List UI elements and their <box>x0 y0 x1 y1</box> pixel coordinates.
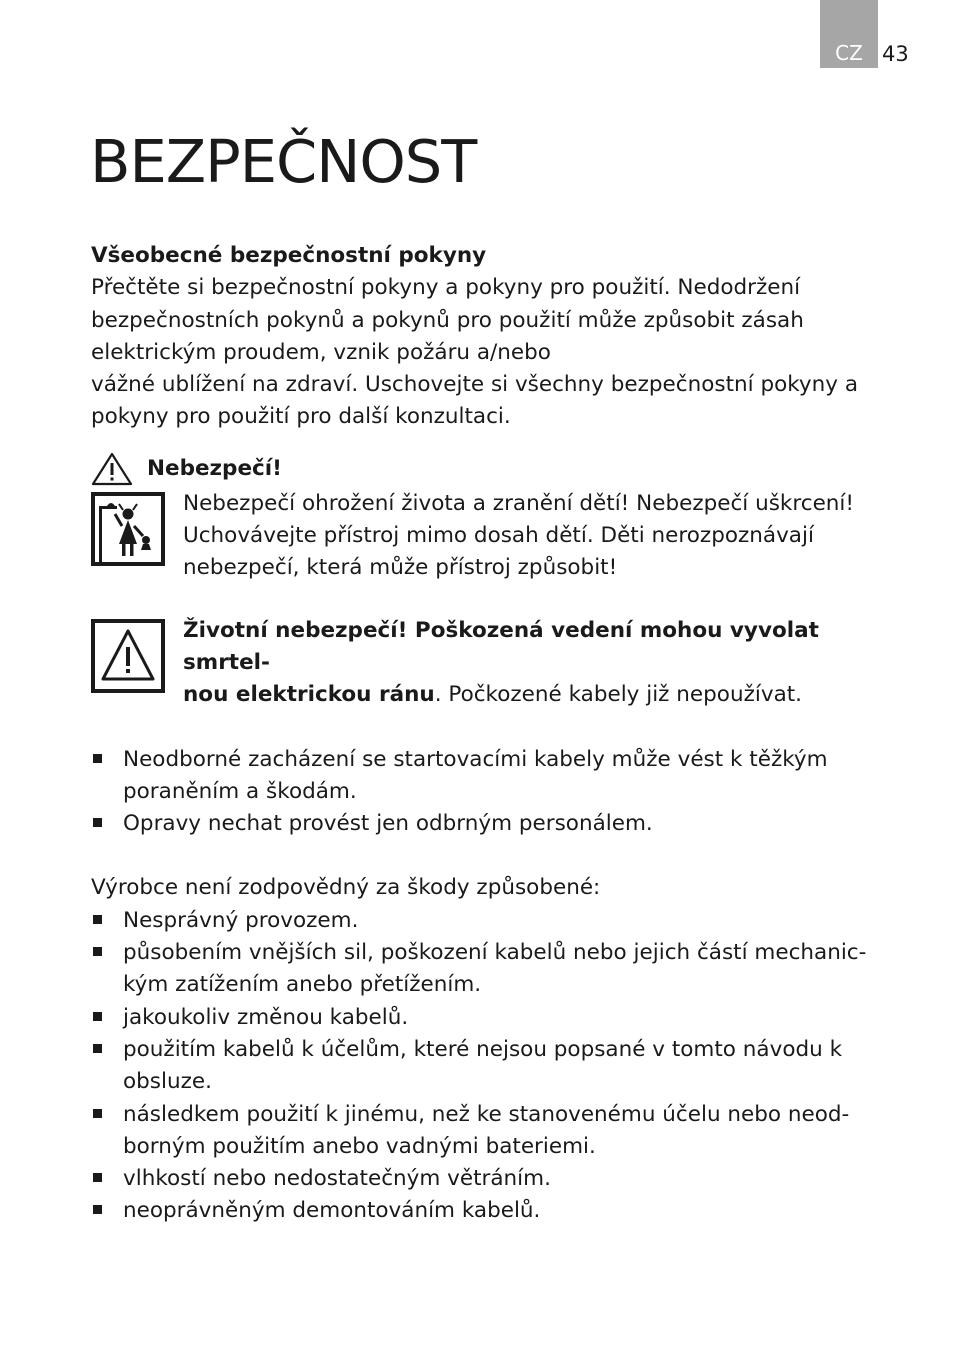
electric-warning <box>91 615 906 712</box>
warning-box-icon <box>91 619 165 693</box>
warning-triangle-icon <box>91 452 133 486</box>
page-content <box>91 240 906 1228</box>
child-danger-icon <box>91 492 165 566</box>
list-item: působením vnějších sil, poškození kabelů nebo jejich částí mechanic- kým zatížením anebo přetížením. <box>91 937 906 1002</box>
language-label: CZ <box>835 41 863 65</box>
safety-bullet-list <box>91 744 906 841</box>
text-line: elektrickým proudem, vznik požáru a/nebo <box>91 339 551 365</box>
electric-warning-text: . Počkozené kabely již nepoužívat. <box>434 682 803 708</box>
list-item: jakoukoliv změnou kabelů. <box>91 1002 906 1034</box>
electric-warning-bold-line: Životní nebezpečí! Poškozená vedení mohou vyvolat smrtel- <box>183 617 819 675</box>
electric-warning-bold-text: nou elektrickou ránu <box>183 682 435 708</box>
text-line: Uchovávejte přístroj mimo dosah dětí. Děti nerozpoznávají <box>183 523 814 549</box>
text-line: vážné ublížení na zdraví. Uschovejte si všechny bezpečnostní pokyny a <box>91 372 859 398</box>
page-number: 43 <box>882 42 909 66</box>
child-warning <box>91 488 906 585</box>
page-title: BEZPEČNOST <box>90 127 477 196</box>
manufacturer-intro: Výrobce není zodpovědný za škody způsobené: <box>91 875 601 901</box>
danger-heading <box>91 452 906 486</box>
list-item: Nesprávný provozem. <box>91 905 906 937</box>
list-item: vlhkostí nebo nedostatečným větráním. <box>91 1163 906 1195</box>
list-item: Neodborné zacházení se startovacími kabely může vést k těžkým poraněním a škodám. <box>91 744 906 809</box>
text-line: Nebezpečí ohrožení života a zranění dětí! Nebezpečí uškrcení! <box>183 490 855 516</box>
text-line: bezpečnostních pokynů a pokynů pro použití může způsobit zásah <box>91 307 804 333</box>
liability-bullet-list <box>91 905 906 1228</box>
general-safety-heading: Všeobecné bezpečnostní pokyny <box>91 243 487 268</box>
list-item: Opravy nechat provést jen odbrným personálem. <box>91 808 906 840</box>
language-tab <box>820 0 878 68</box>
list-item: použitím kabelů k účelům, které nejsou popsané v tomto návodu k obsluze. <box>91 1034 906 1099</box>
list-item: následkem použití k jinému, než ke stanovenému účelu nebo neod- borným použitím anebo vadnými bateriemi. <box>91 1099 906 1164</box>
text-line: pokyny pro použití pro další konzultaci. <box>91 404 511 430</box>
text-line: nebezpečí, která může přístroj způsobit! <box>183 555 618 581</box>
danger-label: Nebezpečí! <box>147 455 282 481</box>
list-item: neoprávněným demontováním kabelů. <box>91 1195 906 1227</box>
general-safety-text <box>91 272 906 433</box>
text-line: Přečtěte si bezpečnostní pokyny a pokyny pro použití. Nedodržení <box>91 275 801 301</box>
